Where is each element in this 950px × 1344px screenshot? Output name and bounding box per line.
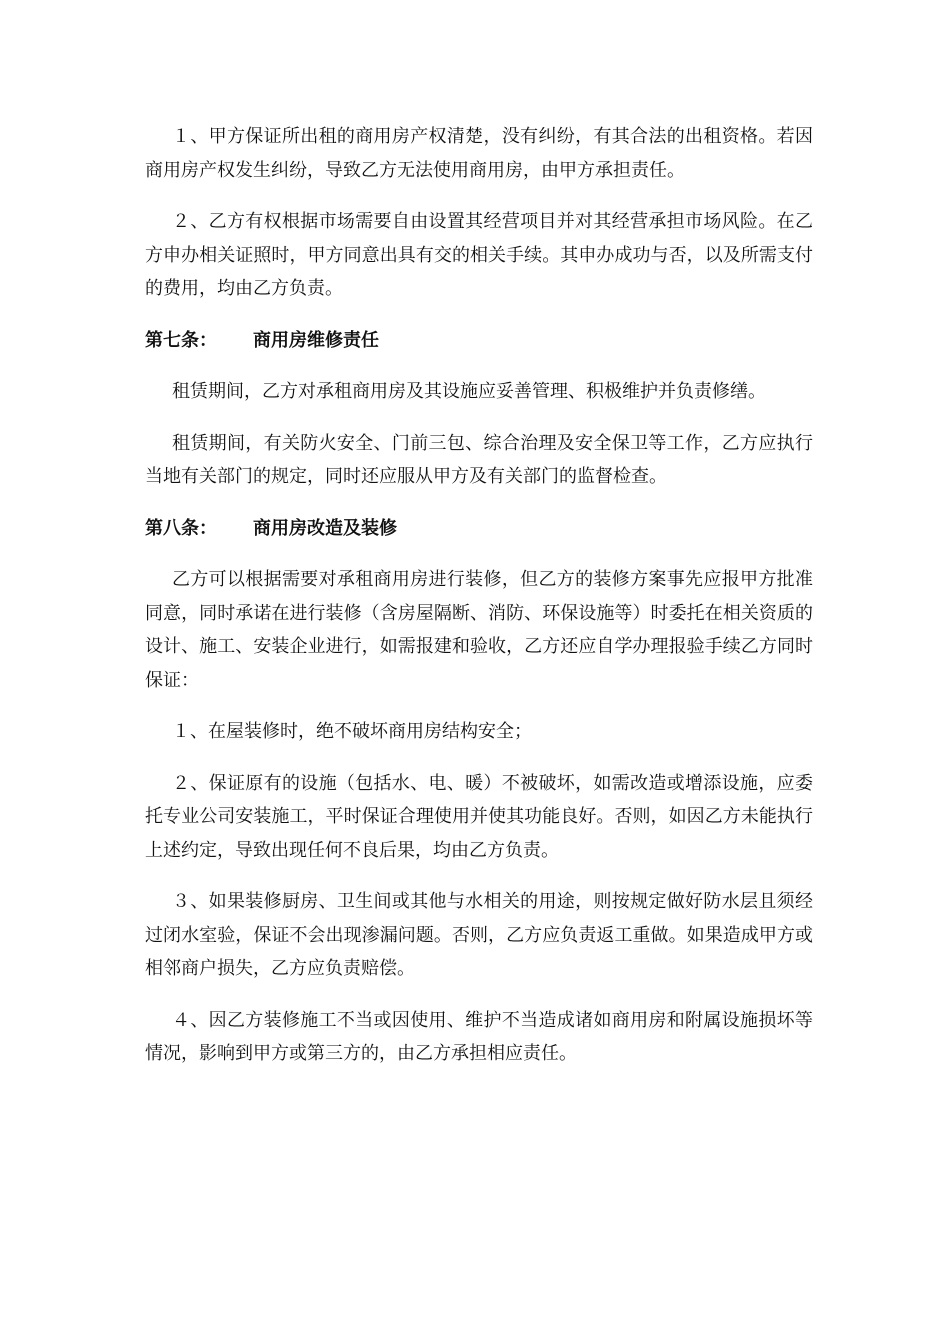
article-8-title: 商用房改造及装修 bbox=[253, 517, 397, 539]
document-body bbox=[145, 120, 813, 1089]
article-8-paragraph: 乙方可以根据需要对承租商用房进行装修，但乙方的装修方案事先应报甲方批准同意，同时承诺在进行装修（含房屋隔断、消防、环保设施等）时委托在相关资质的设计、施工、安装企业进行，如需报建和验收，乙方还应自学办理报验手续乙方同时保证： bbox=[145, 569, 813, 691]
article-8-label: 第八条： bbox=[145, 517, 217, 539]
clause-paragraph: １、甲方保证所出租的商用房产权清楚，没有纠纷，有其合法的出租资格。若因商用房产权发生纠纷，导致乙方无法使用商用房，由甲方承担责任。 bbox=[145, 126, 813, 181]
article-7-paragraph: 租赁期间，乙方对承租商用房及其设施应妥善管理、积极维护并负责修缮。 bbox=[172, 381, 766, 402]
clause-paragraph: ２、乙方有权根据市场需要自由设置其经营项目并对其经营承担市场风险。在乙方申办相关证照时，甲方同意出具有交的相关手续。其申办成功与否，以及所需支付的费用，均由乙方负责。 bbox=[145, 211, 813, 299]
article-7-label: 第七条： bbox=[145, 329, 217, 351]
article-8-paragraph: １、在屋装修时，绝不破坏商用房结构安全； bbox=[172, 721, 532, 742]
article-8-heading bbox=[145, 512, 813, 546]
article-7-title: 商用房维修责任 bbox=[253, 329, 379, 351]
article-8-paragraph: ３、如果装修厨房、卫生间或其他与水相关的用途，则按规定做好防水层且须经过闭水室验，保证不会出现渗漏问题。否则，乙方应负责返工重做。如果造成甲方或相邻商户损失，乙方应负责赔偿。 bbox=[145, 891, 813, 979]
article-8-paragraph: ２、保证原有的设施（包括水、电、暖）不被破坏，如需改造或增添设施，应委托专业公司安装施工，平时保证合理使用并使其功能良好。否则，如因乙方未能执行上述约定，导致出现任何不良后果，均由乙方负责。 bbox=[145, 772, 813, 861]
article-7-paragraph: 租赁期间，有关防火安全、门前三包、综合治理及安全保卫等工作，乙方应执行当地有关部门的规定，同时还应服从甲方及有关部门的监督检查。 bbox=[145, 432, 813, 487]
article-8-paragraph: ４、因乙方装修施工不当或因使用、维护不当造成诸如商用房和附属设施损坏等情况，影响到甲方或第三方的，由乙方承担相应责任。 bbox=[145, 1009, 813, 1064]
article-7-heading bbox=[145, 324, 813, 358]
